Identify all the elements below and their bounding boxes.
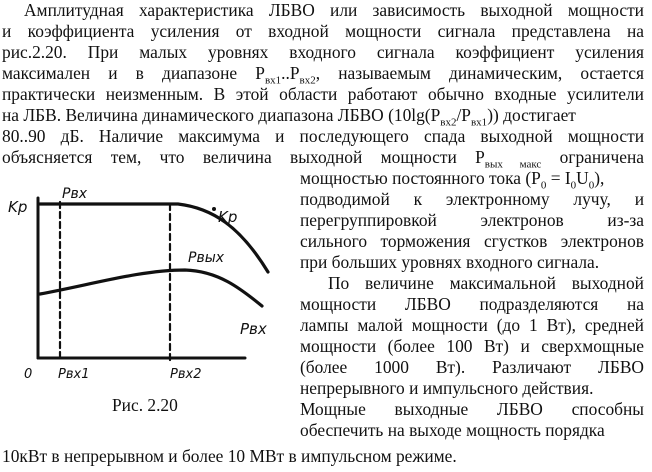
subscript: вх1 <box>264 74 282 87</box>
text-span: ..P <box>281 63 300 83</box>
text-right-13: обеспечить на выходе мощность порядка <box>300 420 605 440</box>
text-span: = I <box>546 168 571 188</box>
text-line-8 <box>2 147 644 171</box>
text-span: U <box>576 168 589 188</box>
text-right-12: Мощные выходные ЛБВО способны <box>300 399 644 419</box>
subscript: 0 <box>570 179 577 192</box>
text-line-3: рис.2.20. При малых уровнях входного сигнала коэффициент усиления <box>2 42 644 62</box>
subscript: 0 <box>540 179 547 192</box>
text-span: объясняется тем, что величина выходной мощности P <box>2 147 485 167</box>
label-pvx-top: Pвх <box>62 186 87 202</box>
text-right-6: По величине максимальной выходной <box>328 273 644 293</box>
text-right-9: мощности (более 100 Вт) и сверхмощные <box>300 336 644 356</box>
figure-2-20 <box>0 180 290 390</box>
subscript: вх2 <box>440 116 457 129</box>
subscript: вх1 <box>470 116 488 129</box>
subscript: 0 <box>588 179 595 192</box>
text-line-6 <box>2 105 576 129</box>
text-right-5: при больших уровнях входного сигнала. <box>300 252 600 272</box>
text-right-7: мощности ЛБВО подразделяются на <box>300 294 644 314</box>
text-span: на ЛБВ. Величина динамического диапазона ЛБВО (10lg(P <box>2 105 441 125</box>
text-span: , называемым динамическим, остается <box>315 63 644 83</box>
figure-drawing <box>0 180 290 390</box>
text-right-1 <box>300 168 605 192</box>
subscript: вх2 <box>299 74 316 87</box>
text-right-10: (более 1000 Вт). Различают ЛБВО <box>300 357 644 377</box>
text-span: ограничена <box>541 147 644 167</box>
text-span: максимален и в диапазоне P <box>2 63 265 83</box>
text-line-5: практически неизменным. В этой области работают обычно входные усилители <box>2 84 644 104</box>
text-right-11: непрерывного и импульсного действия. <box>300 378 594 398</box>
figure-caption: Рис. 2.20 <box>112 395 178 415</box>
label-pvyx-curve: Pвых <box>188 250 225 266</box>
text-line-2: и коэффициента усиления от входной мощности сигнала представлена на <box>2 21 644 41</box>
text-line-1: Амплитудная характеристика ЛБВО или зависимость выходной мощности <box>24 0 644 20</box>
text-last-line: 10кВт в непрерывном и более 10 МВт в импульсном режиме. <box>2 446 457 466</box>
label-origin: 0 <box>24 367 33 382</box>
kp-dot <box>212 207 216 211</box>
text-span: ), <box>594 168 605 188</box>
subscript: вых макс <box>484 158 542 171</box>
text-right-2: подводимой к электронному лучу, и <box>300 189 644 209</box>
label-kp-axis: Kp <box>8 198 28 216</box>
text-span: мощностью постоянного тока (P <box>300 168 541 188</box>
text-right-3: перегруппировкой электронов из-за <box>300 210 644 230</box>
label-kp-curve: Kp <box>218 208 238 226</box>
text-right-4: сильного торможения сгустков электронов <box>300 231 644 251</box>
text-span: )) достигает <box>487 105 576 125</box>
text-right-8: лампы малой мощности (до 1 Вт), средней <box>300 315 644 335</box>
text-span: /P <box>456 105 471 125</box>
label-pvx1: Pвх1 <box>58 367 90 382</box>
label-pvx2: Pвх2 <box>170 367 202 382</box>
pvyx-curve <box>40 270 262 306</box>
text-line-7: 80..90 дБ. Наличие максимума и последующего спада выходной мощности <box>2 126 644 146</box>
text-line-4 <box>2 63 644 87</box>
label-pvx-axis: Pвх <box>240 320 267 338</box>
